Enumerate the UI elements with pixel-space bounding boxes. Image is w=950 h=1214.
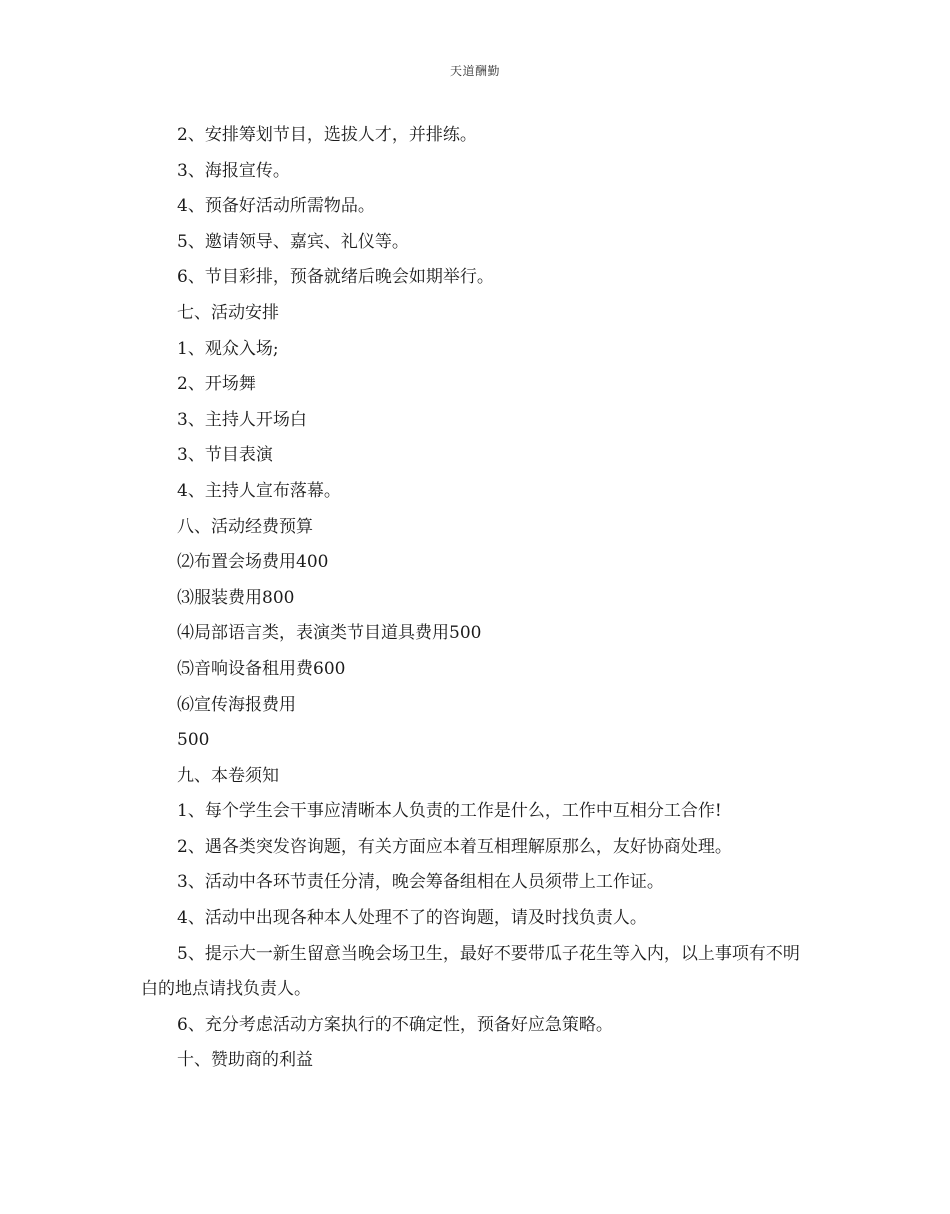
list-item: 2、遇各类突发咨询题，有关方面应本着互相理解原那么，友好协商处理。 [177, 836, 732, 857]
list-item: 2、开场舞 [177, 374, 256, 395]
list-item: 4、主持人宣布落幕。 [177, 480, 341, 501]
list-item: 4、预备好活动所需物品。 [177, 196, 375, 217]
budget-item: ⑵布置会场费用400 [177, 552, 329, 573]
list-item: 2、安排筹划节目，选拔人才，并排练。 [177, 125, 477, 145]
section-heading: 九、本卷须知 [177, 765, 279, 786]
budget-item: ⑹宣传海报费用 [177, 694, 296, 715]
list-item: 4、活动中出现各种本人处理不了的咨询题，请及时找负责人。 [177, 908, 647, 929]
budget-item: ⑸音响设备租用费600 [177, 658, 346, 679]
list-item: 1、观众入场; [177, 338, 279, 359]
budget-item: ⑶服装费用800 [177, 587, 295, 608]
section-heading: 七、活动安排 [177, 302, 279, 323]
list-item: 6、节目彩排，预备就绪后晚会如期举行。 [177, 267, 494, 288]
page-header: 天道酬勤 [449, 64, 500, 78]
section-heading: 八、活动经费预算 [177, 516, 313, 537]
list-item: 6、充分考虑活动方案执行的不确定性，预备好应急策略。 [177, 1014, 613, 1035]
list-item: 3、节目表演 [177, 445, 273, 466]
list-item: 3、活动中各环节责任分清，晚会筹备组相在人员须带上工作证。 [177, 872, 664, 893]
section-heading: 十、赞助商的利益 [177, 1050, 313, 1071]
list-item: 3、海报宣传。 [177, 160, 290, 181]
document-body [141, 118, 811, 1079]
list-item: 5、邀请领导、嘉宾、礼仪等。 [177, 231, 409, 252]
list-item: 1、每个学生会干事应清晰本人负责的工作是什么，工作中互相分工合作! [177, 801, 722, 822]
list-item-multiline: 5、提示大一新生留意当晚会场卫生，最好不要带瓜子花生等入内，以上事项有不明白的地点请找负责人。 [141, 943, 800, 1000]
list-item: 3、主持人开场白 [177, 409, 307, 430]
budget-item: ⑷局部语言类，表演类节目道具费用500 [177, 623, 482, 644]
budget-amount: 500 [177, 730, 210, 751]
